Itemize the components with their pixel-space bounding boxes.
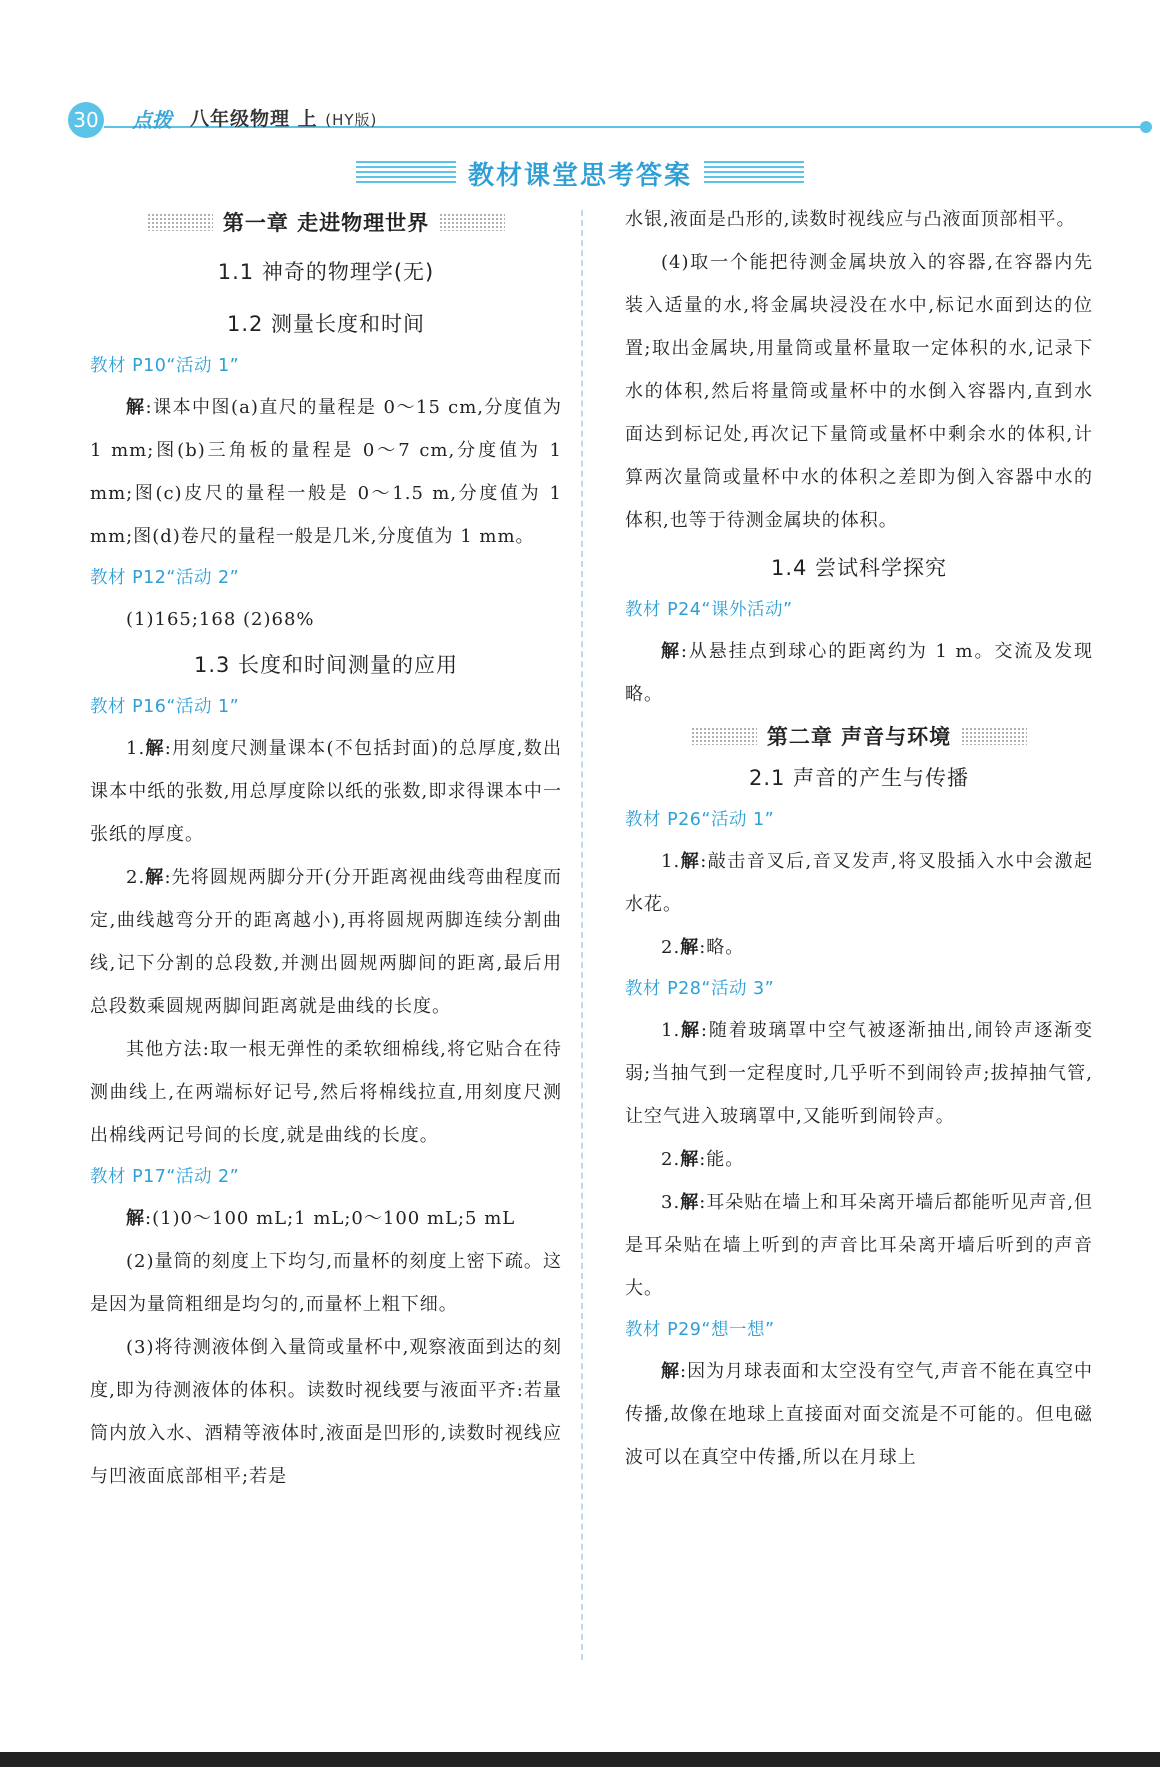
textbook-reference: 教材 P17“活动 2” [90,1167,240,1187]
textbook-reference: 教材 P16“活动 1” [90,697,240,717]
chapter-heading [625,716,1093,756]
page-header [64,96,1104,146]
textbook-reference: 教材 P24“课外活动” [625,600,793,620]
banner-decoration-right [704,161,804,185]
answer-paragraph: (4)取一个能把待测金属块放入的容器,在容器内先装入适量的水,将金属块浸没在水中,标记水面到达的位置;取出金属块,用量筒或量杯量取一定体积的水,记录下水的体积,然后将量筒或量杯中的水倒入容器内,直到水面达到标记处,再次记下量筒或量杯中剩余水的体积,计算两次量筒或量杯中水的体积之差即为倒入容器中水的体积,也等于待测金属块的体积。 [625,252,1093,531]
left-column [90,202,562,1498]
right-column [625,198,1093,1479]
answer-paragraph: (1)165;168 (2)68% [126,609,315,630]
answer-paragraph: 3.解:耳朵贴在墙上和耳朵离开墙后都能听见声音,但是耳朵贴在墙上听到的声音比耳朵离开墙后听到的声音大。 [625,1192,1094,1299]
textbook-reference: 教材 P28“活动 3” [625,979,775,999]
book-title [190,104,377,131]
answer-paragraph: 1.解:随着玻璃罩中空气被逐渐抽出,闹铃声逐渐变弱;当抽气到一定程度时,几乎听不到闹铃声;拔掉抽气管,让空气进入玻璃罩中,又能听到闹铃声。 [625,1020,1093,1127]
answer-paragraph: 2.解:能。 [661,1149,745,1170]
chapter-dots-left [691,727,757,745]
section-banner [350,152,810,194]
answer-paragraph: (3)将待测液体倒入量筒或量杯中,观察液面到达的刻度,即为待测液体的体积。读数时视线要与液面平齐:若量筒内放入水、酒精等液体时,液面是凹形的,读数时视线应与凹液面底部相平;若是 [90,1337,562,1487]
chapter-dots-left [147,213,213,231]
answer-paragraph: 2.解:先将圆规两脚分开(分开距离视曲线弯曲程度而定,曲线越弯分开的距离越小),再将圆规两脚连续分割曲线,记下分割的总段数,并测出圆规两脚间的距离,最后用总段数乘圆规两脚间距离就是曲线的长度。 [90,867,563,1017]
chapter-heading [90,202,562,242]
banner-decoration-left [356,161,456,185]
chapter-title: 第二章 声音与环境 [766,725,952,749]
answer-paragraph: 其他方法:取一根无弹性的柔软细棉线,将它贴合在待测曲线上,在两端标好记号,然后将棉线拉直,用刻度尺测出棉线两记号间的长度,就是曲线的长度。 [90,1039,562,1146]
book-name: 八年级物理 上 [190,108,318,130]
chapter-dots-right [961,727,1027,745]
chapter-title: 第一章 走进物理世界 [222,211,430,235]
answer-paragraph: 1.解:用刻度尺测量课本(不包括封面)的总厚度,数出课本中纸的张数,用总厚度除以纸的张数,即求得课本中一张纸的厚度。 [90,738,562,845]
answer-paragraph: (2)量筒的刻度上下均匀,而量杯的刻度上密下疏。这是因为量筒粗细是均匀的,而量杯上粗下细。 [90,1251,562,1315]
answer-paragraph: 解:课本中图(a)直尺的量程是 0～15 cm,分度值为 1 mm;图(b)三角板的量程是 0～7 cm,分度值为 1 mm;图(c)皮尺的量程一般是 0～1.5 m,分度值为 1 mm;图(d)卷尺的量程一般是几米,分度值为 1 mm。 [90,397,562,547]
textbook-reference: 教材 P26“活动 1” [625,810,775,830]
textbook-reference: 教材 P12“活动 2” [90,568,240,588]
textbook-reference: 教材 P10“活动 1” [90,356,240,376]
section-heading: 2.1 声音的产生与传播 [748,766,970,790]
textbook-reference: 教材 P29“想一想” [625,1320,775,1340]
chapter-dots-right [439,213,505,231]
banner-title: 教材课堂思考答案 [467,160,692,191]
answer-paragraph: 解:从悬挂点到球心的距离约为 1 m。交流及发现略。 [625,641,1094,705]
column-divider [581,210,583,1660]
answer-paragraph: 解:因为月球表面和太空没有空气,声音不能在真空中传播,故像在地球上直接面对面交流是不可能的。但电磁波可以在真空中传播,所以在月球上 [625,1361,1093,1468]
page-number: 30 [68,102,104,138]
book-edition: (HY版) [325,111,378,129]
answer-paragraph: 2.解:略。 [661,937,745,958]
header-rule-dot [1140,121,1152,133]
section-heading: 1.3 长度和时间测量的应用 [193,653,459,677]
bottom-edge-bar [0,1752,1160,1767]
section-heading: 1.1 神奇的物理学(无) [217,260,435,284]
section-heading: 1.2 测量长度和时间 [226,312,426,336]
answer-paragraph: 水银,液面是凸形的,读数时视线应与凸液面顶部相平。 [625,209,1076,230]
answer-paragraph: 1.解:敲击音叉后,音叉发声,将叉股插入水中会激起水花。 [625,851,1093,915]
section-heading: 1.4 尝试科学探究 [770,556,948,580]
answer-paragraph: 解:(1)0～100 mL;1 mL;0～100 mL;5 mL [126,1208,516,1229]
brand-logo: 点拨 [132,108,172,132]
